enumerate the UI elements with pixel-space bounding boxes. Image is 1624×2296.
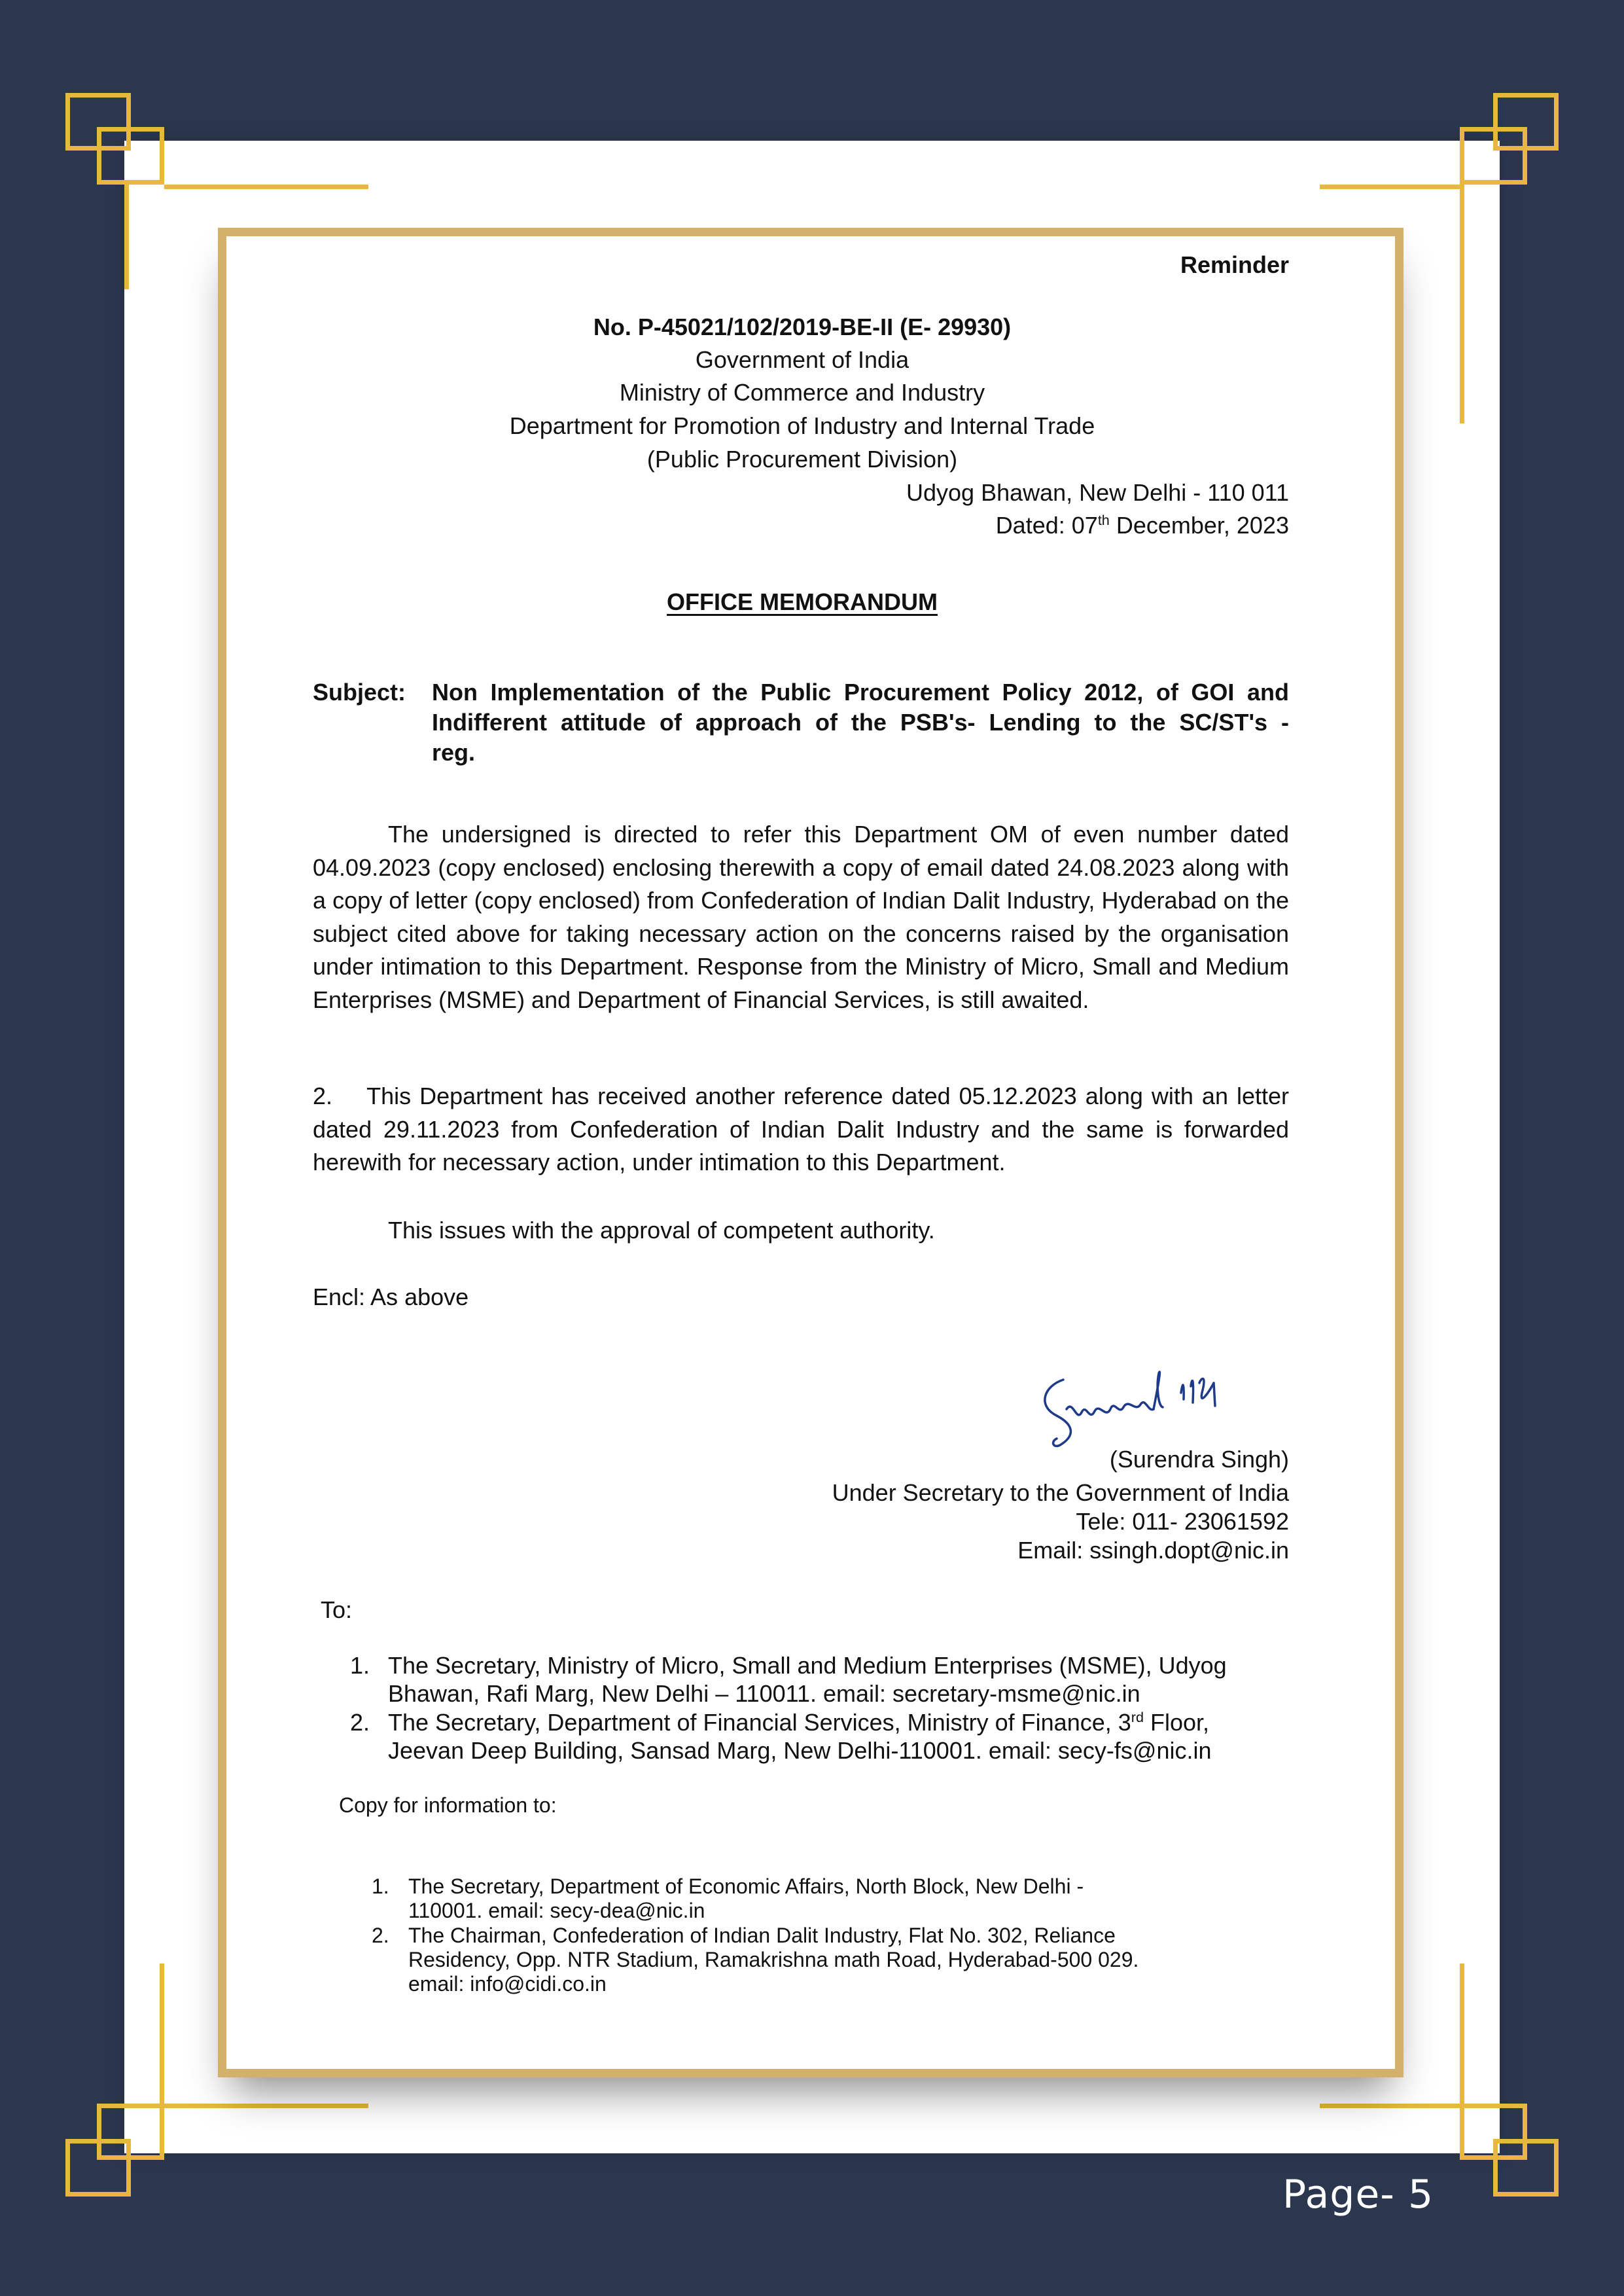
copy-item-2-line-3: email: info@cidi.co.in xyxy=(408,1972,607,1996)
department-line: Department for Promotion of Industry and Internal Trade xyxy=(509,412,1095,439)
page-number: Page- 5 xyxy=(1282,2172,1434,2217)
date-rest: December, 2023 xyxy=(1109,512,1289,539)
copy-item-1-number: 1. xyxy=(372,1874,389,1898)
to-item-1-line-1: The Secretary, Ministry of Micro, Small and Medium Enterprises (MSME), Udyog xyxy=(388,1652,1227,1679)
division-line: (Public Procurement Division) xyxy=(646,446,958,473)
to-label: To: xyxy=(321,1596,353,1623)
reminder-label: Reminder xyxy=(1180,251,1289,278)
to-item-2-number: 2. xyxy=(350,1709,370,1736)
date-superscript: th xyxy=(1097,512,1110,528)
subject-line-3: reg. xyxy=(432,739,476,766)
paragraph-2 xyxy=(313,1080,1289,1179)
date-line xyxy=(766,509,1289,542)
date-label: Dated: 07 xyxy=(995,512,1098,539)
copy-item-2-line-2: Residency, Opp. NTR Stadium, Ramakrishna math Road, Hyderabad-500 029. xyxy=(408,1948,1139,1971)
subject-line-2: Indifferent attitude of approach of the PSB's- Lending to the SC/ST's - xyxy=(432,709,1289,736)
enclosure-line: Encl: As above xyxy=(313,1283,469,1310)
copy-label: Copy for information to: xyxy=(339,1793,557,1817)
signatory-telephone: Tele: 011- 23061592 xyxy=(1076,1508,1289,1535)
government-line: Government of India xyxy=(695,346,909,373)
signatory-name: (Surendra Singh) xyxy=(1109,1446,1289,1473)
subject-line-1: Non Implementation of the Public Procurement Policy 2012, of GOI and xyxy=(432,679,1289,706)
signatory-email: Email: ssingh.dopt@nic.in xyxy=(1017,1537,1289,1564)
copy-item-2-line-1: The Chairman, Confederation of Indian Dalit Industry, Flat No. 302, Reliance xyxy=(408,1924,1116,1947)
memorandum-title: OFFICE MEMORANDUM xyxy=(667,588,938,615)
to-item-1-number: 1. xyxy=(350,1652,370,1679)
subject-label: Subject: xyxy=(313,679,406,706)
to-item-2-line-1-end: Floor, xyxy=(1143,1709,1210,1736)
to-item-2-superscript: rd xyxy=(1131,1709,1144,1725)
paragraph-2-text: This Department has received another reference dated 05.12.2023 along with an letter dated 29.11.2023 from Confederation of Indian Dalit Industry and the same is forwarded herewith for necessary action, under intimation to this Department. xyxy=(313,1083,1290,1175)
copy-item-2-number: 2. xyxy=(372,1924,389,1947)
to-item-1-line-2: Bhawan, Rafi Marg, New Delhi – 110011. email: secretary-msme@nic.in xyxy=(388,1680,1140,1707)
address-line: Udyog Bhawan, New Delhi - 110 011 xyxy=(906,479,1289,506)
copy-item-1-line-2: 110001. email: secy-dea@nic.in xyxy=(408,1899,705,1922)
signatory-designation: Under Secretary to the Government of India xyxy=(832,1479,1289,1506)
copy-item-1-line-1: The Secretary, Department of Economic Affairs, North Block, New Delhi - xyxy=(408,1874,1084,1898)
approval-line: This issues with the approval of competent authority. xyxy=(388,1217,935,1244)
reference-number: No. P-45021/102/2019-BE-II (E- 29930) xyxy=(593,314,1012,340)
paragraph-1-text: The undersigned is directed to refer this Department OM of even number dated 04.09.2023 (copy enclosed) enclosing therewith a copy of email dated 24.08.2023 along with a copy of letter (copy enclosed) from Confederation of Indian Dalit Industry, Hyderabad on the subject cited above for taking necessary action on the concerns raised by the organisation under intimation to this Department. Response from the Ministry of Micro, Small and Medium Enterprises (MSME) and Department of Financial Services, is still awaited. xyxy=(313,821,1289,1013)
ministry-line: Ministry of Commerce and Industry xyxy=(619,379,985,406)
to-item-2-line-2: Jeevan Deep Building, Sansad Marg, New Delhi-110001. email: secy-fs@nic.in xyxy=(388,1737,1212,1764)
paragraph-1 xyxy=(313,818,1289,1016)
paragraph-2-number: 2. xyxy=(313,1083,333,1109)
to-item-2-line-1-text: The Secretary, Department of Financial Services, Ministry of Finance, 3 xyxy=(388,1709,1131,1736)
handwritten-signature xyxy=(1037,1347,1246,1458)
